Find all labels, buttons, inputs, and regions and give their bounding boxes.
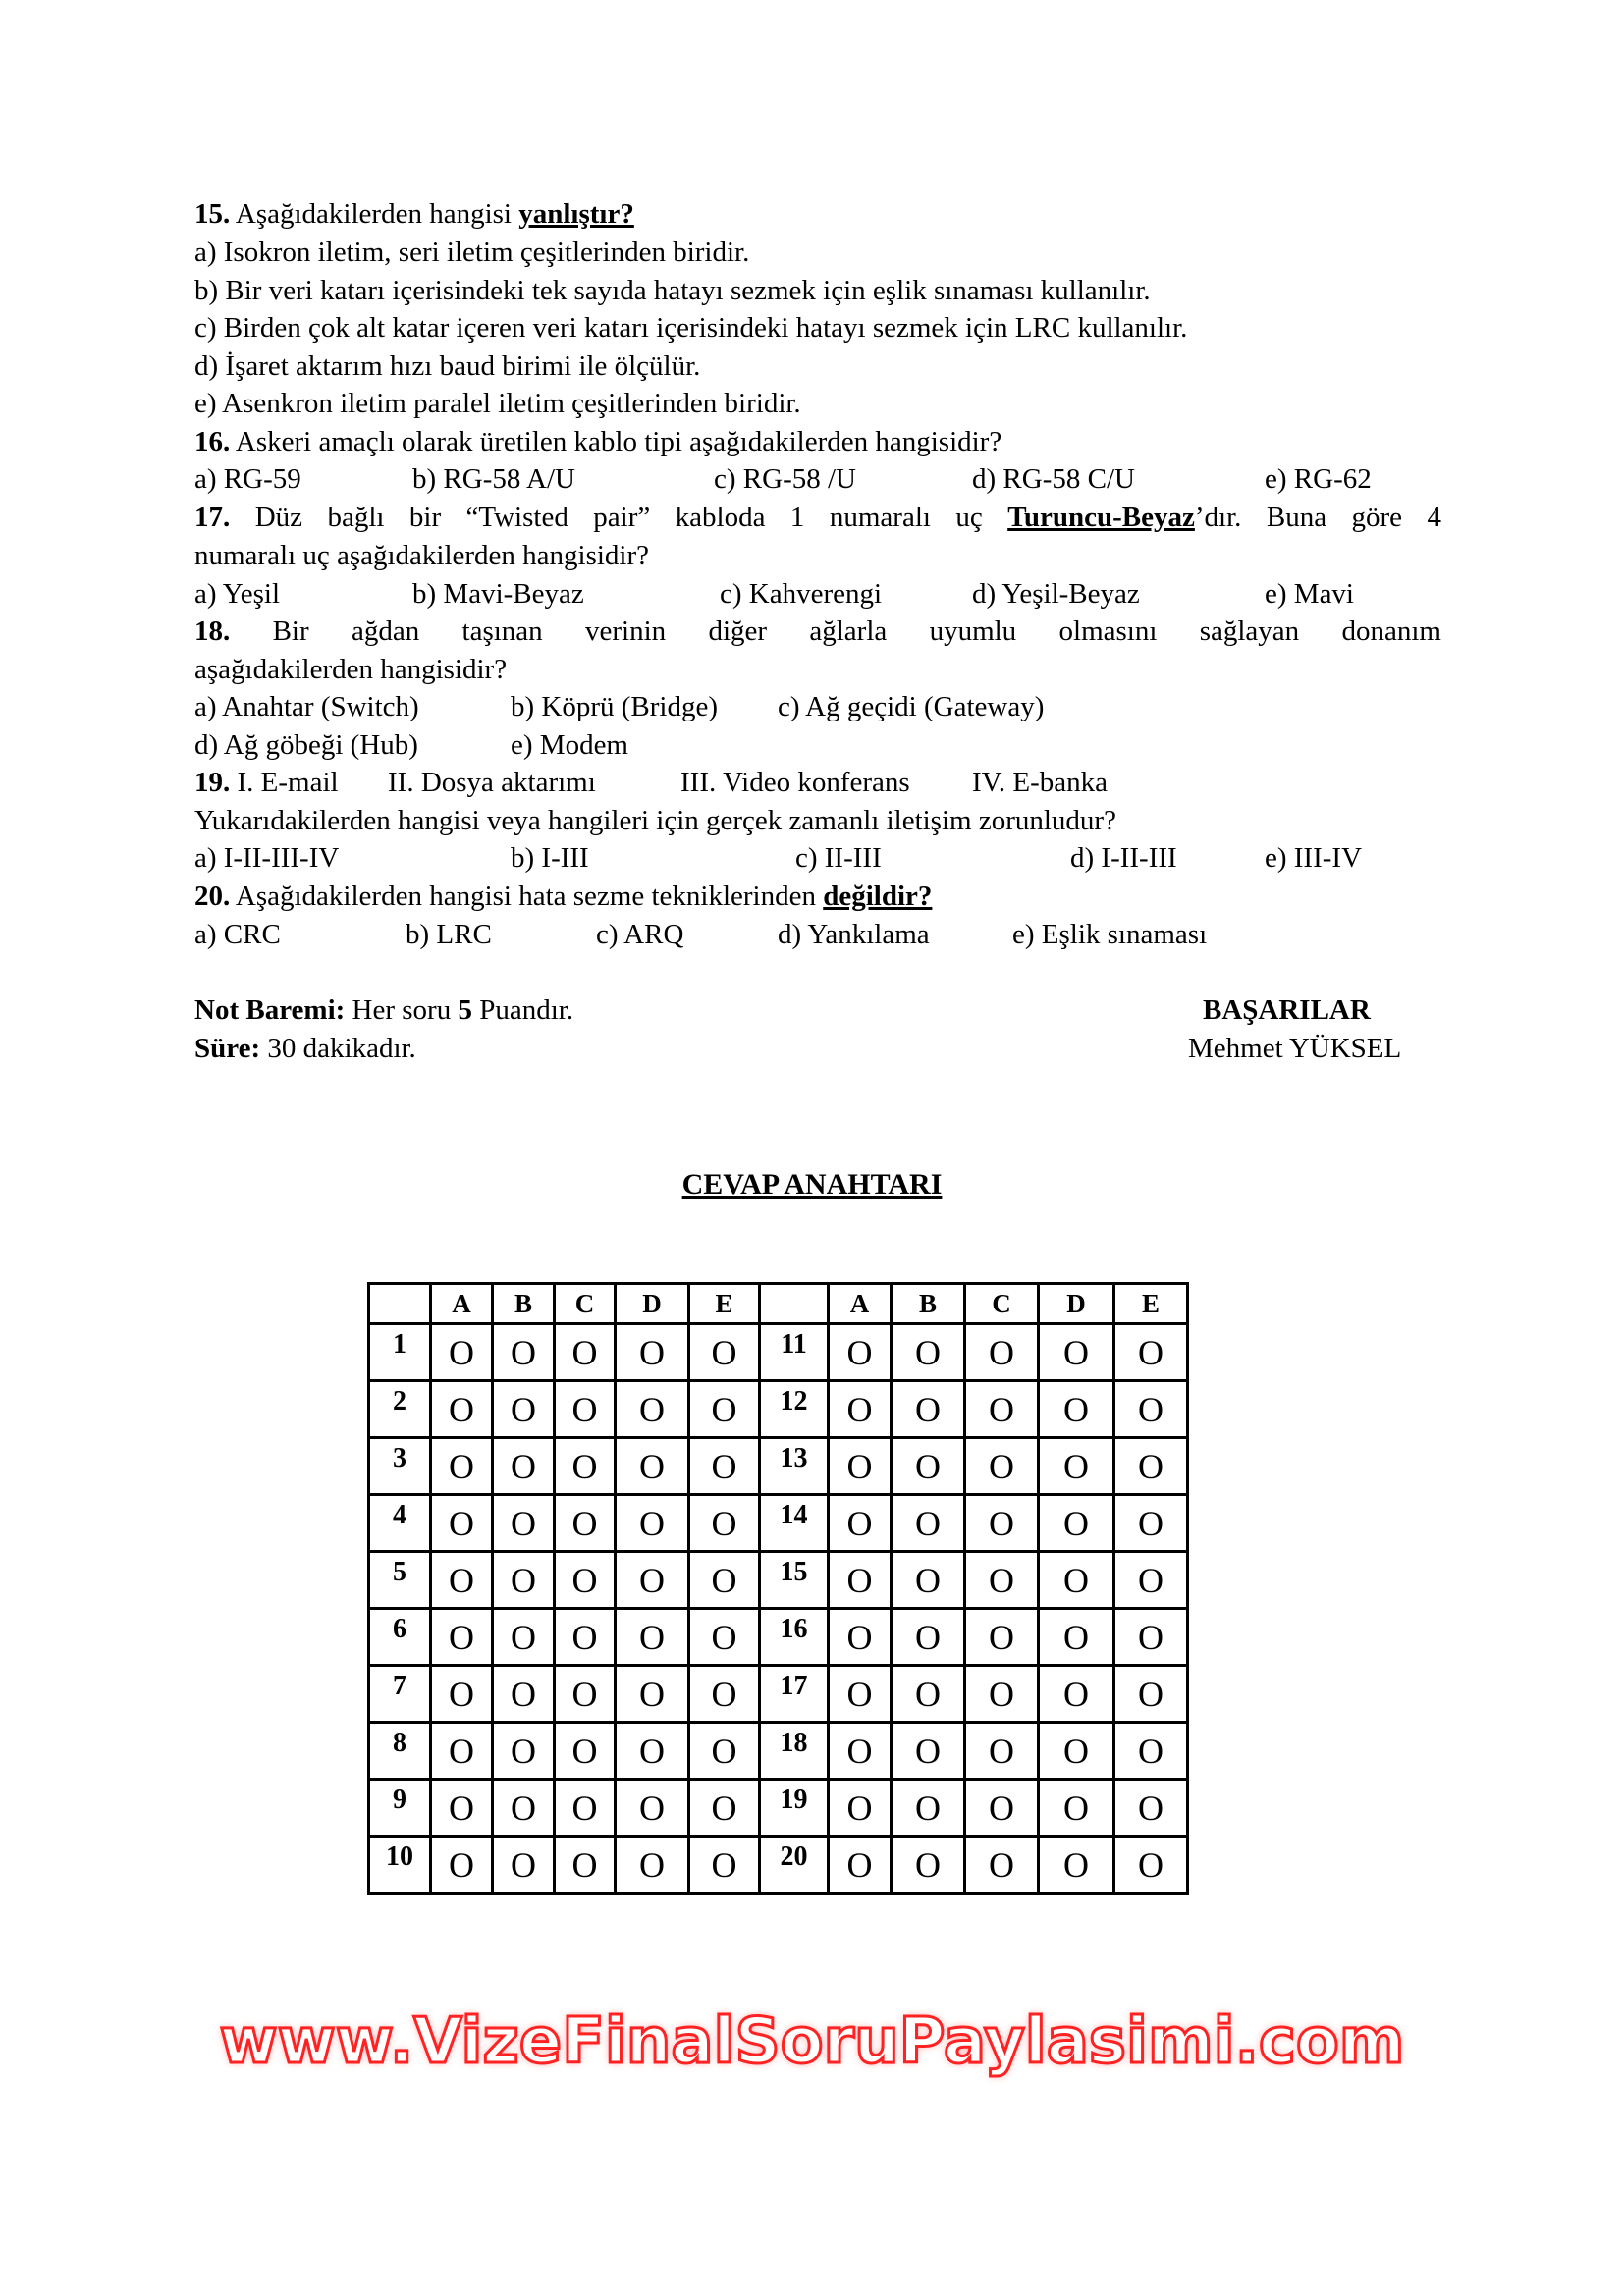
q18-opt-a: a) Anahtar (Switch) (194, 691, 419, 722)
answer-bubble[interactable]: O (965, 1666, 1039, 1723)
answer-bubble[interactable]: O (616, 1666, 689, 1723)
answer-row (369, 1666, 1188, 1723)
answer-bubble[interactable]: O (965, 1837, 1039, 1894)
q15-opt-e: e) Asenkron iletim paralel iletim çeşitlerinden biridir. (194, 388, 801, 419)
answer-bubble[interactable]: O (892, 1780, 965, 1837)
column-header: D (1039, 1284, 1114, 1324)
answer-row (369, 1495, 1188, 1552)
q17-opt-a: a) Yeşil (194, 578, 281, 610)
q15-opt-a: a) Isokron iletim, seri iletim çeşitlerinden biridir. (194, 237, 750, 268)
text: 30 dakikadır. (260, 1033, 416, 1064)
column-header: B (892, 1284, 965, 1324)
answer-bubble[interactable]: O (1039, 1495, 1114, 1552)
q15-opt-c: c) Birden çok alt katar içeren veri katarı içerisindeki hatayı sezmek için LRC kullanılır. (194, 312, 1188, 344)
answer-bubble[interactable]: O (431, 1552, 493, 1609)
q-num: 17. (194, 502, 231, 533)
q19-opt-d: d) I-II-III (1070, 842, 1177, 874)
q-text: Düz bağlı bir “Twisted pair” kabloda 1 numaralı uç (230, 502, 1008, 533)
q19-stem: Yukarıdakilerden hangisi veya hangileri için gerçek zamanlı iletişim zorunludur? (194, 805, 1116, 836)
answer-bubble[interactable]: O (1114, 1552, 1188, 1609)
answer-bubble[interactable]: O (1114, 1438, 1188, 1495)
question-number: 20 (760, 1837, 829, 1894)
good-luck: BAŞARILAR (1203, 994, 1371, 1026)
column-header: E (689, 1284, 760, 1324)
question-number: 8 (369, 1723, 431, 1780)
q19-opt-b: b) I-III (511, 842, 589, 874)
answer-bubble[interactable]: O (555, 1609, 616, 1666)
blank-header (369, 1284, 431, 1324)
answer-bubble[interactable]: O (431, 1324, 493, 1381)
q20-stem (194, 879, 1441, 914)
answer-bubble[interactable]: O (892, 1552, 965, 1609)
answer-bubble[interactable]: O (431, 1495, 493, 1552)
answer-bubble[interactable]: O (1114, 1381, 1188, 1438)
answer-bubble[interactable]: O (689, 1495, 760, 1552)
answer-bubble[interactable]: O (431, 1666, 493, 1723)
answer-bubble[interactable]: O (829, 1495, 892, 1552)
q18-opt-d: d) Ağ göbeği (Hub) (194, 729, 418, 761)
answer-bubble[interactable]: O (1039, 1723, 1114, 1780)
answer-bubble[interactable]: O (616, 1780, 689, 1837)
answer-bubble[interactable]: O (829, 1552, 892, 1609)
answer-bubble[interactable]: O (493, 1495, 555, 1552)
duration-note (194, 1031, 1441, 1066)
watermark: www.VizeFinalSoruPaylasimi.com (219, 2005, 1405, 2078)
question-number: 7 (369, 1666, 431, 1723)
question-number: 2 (369, 1381, 431, 1438)
answer-bubble[interactable]: O (892, 1495, 965, 1552)
q16-opt-b: b) RG-58 A/U (412, 463, 575, 495)
q20-opt-c: c) ARQ (596, 919, 684, 950)
answer-bubble[interactable]: O (616, 1495, 689, 1552)
answer-bubble[interactable]: O (493, 1381, 555, 1438)
question-number: 19 (760, 1780, 829, 1837)
answer-bubble[interactable]: O (1114, 1324, 1188, 1381)
column-header: D (616, 1284, 689, 1324)
question-number: 18 (760, 1723, 829, 1780)
answer-bubble[interactable]: O (431, 1609, 493, 1666)
q19-item-4: IV. E-banka (972, 767, 1108, 798)
q-num: 16. (194, 426, 231, 457)
answer-bubble[interactable]: O (892, 1324, 965, 1381)
answer-row (369, 1609, 1188, 1666)
answer-bubble[interactable]: O (829, 1438, 892, 1495)
answer-bubble[interactable]: O (829, 1381, 892, 1438)
q15-opt-d: d) İşaret aktarım hızı baud birimi ile ölçülür. (194, 350, 701, 382)
answer-bubble[interactable]: O (493, 1837, 555, 1894)
question-number: 6 (369, 1609, 431, 1666)
column-header: C (965, 1284, 1039, 1324)
q18-stem-line2: aşağıdakilerden hangisidir? (194, 654, 508, 685)
q17-stem (194, 500, 1441, 535)
answer-bubble[interactable]: O (616, 1552, 689, 1609)
q17-opt-e: e) Mavi (1265, 578, 1354, 610)
answer-bubble[interactable]: O (965, 1438, 1039, 1495)
question-number: 10 (369, 1837, 431, 1894)
answer-bubble[interactable]: O (965, 1324, 1039, 1381)
q-text: Askeri amaçlı olarak üretilen kablo tipi aşağıdakilerden hangisidir? (230, 426, 1002, 457)
q-emph: Turuncu-Beyaz (1007, 502, 1195, 533)
q19-opt-a: a) I-II-III-IV (194, 842, 340, 874)
answer-bubble[interactable]: O (555, 1438, 616, 1495)
question-number: 4 (369, 1495, 431, 1552)
answer-row (369, 1324, 1188, 1381)
q17-opt-c: c) Kahverengi (720, 578, 883, 610)
answer-bubble[interactable]: O (616, 1438, 689, 1495)
column-header: E (1114, 1284, 1188, 1324)
answer-bubble[interactable]: O (555, 1552, 616, 1609)
q20-opt-b: b) LRC (406, 919, 492, 950)
q20-opt-e: e) Eşlik sınaması (1012, 919, 1208, 950)
answer-bubble[interactable]: O (689, 1324, 760, 1381)
q19-item-3: III. Video konferans (680, 767, 910, 798)
question-number: 12 (760, 1381, 829, 1438)
answer-bubble[interactable]: O (689, 1780, 760, 1837)
answer-bubble[interactable]: O (892, 1666, 965, 1723)
q18-opt-b: b) Köprü (Bridge) (511, 691, 719, 722)
author: Mehmet YÜKSEL (1188, 1033, 1402, 1064)
q16-opt-e: e) RG-62 (1265, 463, 1372, 495)
points: 5 (458, 994, 472, 1026)
q16-opt-d: d) RG-58 C/U (972, 463, 1135, 495)
answer-bubble[interactable]: O (829, 1609, 892, 1666)
answer-bubble[interactable]: O (1039, 1324, 1114, 1381)
q-text: Aşağıdakilerden hangisi (230, 198, 519, 230)
answer-bubble[interactable]: O (829, 1723, 892, 1780)
label: Süre: (194, 1033, 261, 1064)
answer-row (369, 1723, 1188, 1780)
q18-opt-e: e) Modem (511, 729, 628, 761)
answer-bubble[interactable]: O (555, 1495, 616, 1552)
answer-bubble[interactable]: O (1039, 1780, 1114, 1837)
q-num: 18. (194, 615, 231, 647)
answer-row (369, 1438, 1188, 1495)
answer-bubble[interactable]: O (493, 1666, 555, 1723)
answer-bubble[interactable]: O (431, 1381, 493, 1438)
q17-stem-line2: numaralı uç aşağıdakilerden hangisidir? (194, 540, 650, 571)
answer-bubble[interactable]: O (1114, 1837, 1188, 1894)
answer-bubble[interactable]: O (689, 1609, 760, 1666)
answer-bubble[interactable]: O (1039, 1438, 1114, 1495)
answer-bubble[interactable]: O (1114, 1495, 1188, 1552)
q19-item-text: I. E-mail (237, 767, 339, 798)
answer-bubble[interactable]: O (616, 1381, 689, 1438)
answer-bubble[interactable]: O (555, 1666, 616, 1723)
answer-bubble[interactable]: O (1039, 1381, 1114, 1438)
label: Not Baremi: (194, 994, 346, 1026)
answer-bubble[interactable]: O (555, 1723, 616, 1780)
q15-opt-b: b) Bir veri katarı içerisindeki tek sayıda hatayı sezmek için eşlik sınaması kullanılır. (194, 275, 1151, 306)
question-number: 14 (760, 1495, 829, 1552)
answer-bubble[interactable]: O (689, 1723, 760, 1780)
q-text: ’dır. Buna göre 4 (1194, 502, 1441, 533)
q-emph: yanlıştır? (518, 198, 634, 230)
answer-bubble[interactable]: O (431, 1780, 493, 1837)
answer-bubble[interactable]: O (493, 1438, 555, 1495)
q-emph: değildir? (823, 881, 933, 912)
q-num: 19. (194, 767, 231, 798)
answer-bubble[interactable]: O (689, 1438, 760, 1495)
answer-key-title: CEVAP ANAHTARI (681, 1168, 943, 1201)
answer-bubble[interactable]: O (493, 1552, 555, 1609)
answer-bubble[interactable]: O (555, 1780, 616, 1837)
question-number: 1 (369, 1324, 431, 1381)
question-number: 16 (760, 1609, 829, 1666)
answer-bubble[interactable]: O (1039, 1666, 1114, 1723)
answer-bubble[interactable]: O (965, 1552, 1039, 1609)
column-header: A (431, 1284, 493, 1324)
question-number: 3 (369, 1438, 431, 1495)
answer-bubble[interactable]: O (1039, 1552, 1114, 1609)
answer-row (369, 1780, 1188, 1837)
answer-row (369, 1552, 1188, 1609)
answer-bubble[interactable]: O (555, 1381, 616, 1438)
answer-bubble[interactable]: O (493, 1780, 555, 1837)
answer-bubble[interactable]: O (965, 1723, 1039, 1780)
answer-bubble[interactable]: O (1039, 1837, 1114, 1894)
answer-bubble[interactable]: O (892, 1837, 965, 1894)
answer-bubble[interactable]: O (1114, 1609, 1188, 1666)
answer-bubble[interactable]: O (689, 1837, 760, 1894)
answer-bubble[interactable]: O (493, 1324, 555, 1381)
answer-bubble[interactable]: O (689, 1552, 760, 1609)
answer-bubble[interactable]: O (616, 1609, 689, 1666)
answer-bubble[interactable]: O (431, 1837, 493, 1894)
q19-item-2: II. Dosya aktarımı (388, 767, 596, 798)
q17-opt-d: d) Yeşil-Beyaz (972, 578, 1140, 610)
q-num: 20. (194, 881, 231, 912)
answer-bubble[interactable]: O (1114, 1666, 1188, 1723)
answer-bubble[interactable]: O (689, 1666, 760, 1723)
answer-bubble[interactable]: O (829, 1780, 892, 1837)
answer-bubble[interactable]: O (965, 1381, 1039, 1438)
answer-row (369, 1837, 1188, 1894)
text: Puandır. (471, 994, 574, 1026)
answer-bubble[interactable]: O (892, 1438, 965, 1495)
text: Her soru (345, 994, 459, 1026)
grading-note (194, 992, 1441, 1028)
answer-row (369, 1381, 1188, 1438)
answer-bubble[interactable]: O (555, 1324, 616, 1381)
q20-opt-d: d) Yankılama (778, 919, 930, 950)
column-header: A (829, 1284, 892, 1324)
question-number: 9 (369, 1780, 431, 1837)
answer-bubble[interactable]: O (431, 1438, 493, 1495)
q-num: 15. (194, 198, 231, 230)
answer-bubble[interactable]: O (493, 1609, 555, 1666)
q16-opt-a: a) RG-59 (194, 463, 301, 495)
answer-key-table (367, 1282, 1189, 1895)
answer-bubble[interactable]: O (829, 1324, 892, 1381)
q19-item-1 (194, 765, 339, 800)
answer-bubble[interactable]: O (555, 1837, 616, 1894)
answer-bubble[interactable]: O (689, 1381, 760, 1438)
q15-stem (194, 196, 1441, 232)
q18-opt-c: c) Ağ geçidi (Gateway) (778, 691, 1045, 722)
answer-bubble[interactable]: O (829, 1666, 892, 1723)
question-number: 15 (760, 1552, 829, 1609)
answer-bubble[interactable]: O (892, 1609, 965, 1666)
answer-bubble[interactable]: O (1114, 1723, 1188, 1780)
answer-bubble[interactable]: O (616, 1723, 689, 1780)
answer-bubble[interactable]: O (1039, 1609, 1114, 1666)
answer-bubble[interactable]: O (493, 1723, 555, 1780)
q16-opt-c: c) RG-58 /U (714, 463, 856, 495)
answer-bubble[interactable]: O (892, 1723, 965, 1780)
q18-stem (194, 614, 1441, 649)
answer-bubble[interactable]: O (616, 1837, 689, 1894)
column-header: C (555, 1284, 616, 1324)
answer-bubble[interactable]: O (892, 1381, 965, 1438)
answer-bubble[interactable]: O (965, 1780, 1039, 1837)
blank-header (760, 1284, 829, 1324)
answer-bubble[interactable]: O (829, 1837, 892, 1894)
column-header: B (493, 1284, 555, 1324)
q-text: Aşağıdakilerden hangisi hata sezme tekniklerinden (230, 881, 824, 912)
answer-bubble[interactable]: O (1114, 1780, 1188, 1837)
q16-stem (194, 424, 1441, 459)
answer-key-header (369, 1284, 1188, 1324)
answer-bubble[interactable]: O (965, 1609, 1039, 1666)
q19-opt-c: c) II-III (795, 842, 882, 874)
question-number: 17 (760, 1666, 829, 1723)
q20-opt-a: a) CRC (194, 919, 281, 950)
answer-bubble[interactable]: O (616, 1324, 689, 1381)
question-number: 5 (369, 1552, 431, 1609)
question-number: 13 (760, 1438, 829, 1495)
answer-bubble[interactable]: O (431, 1723, 493, 1780)
answer-bubble[interactable]: O (965, 1495, 1039, 1552)
q17-opt-b: b) Mavi-Beyaz (412, 578, 584, 610)
q-text: Bir ağdan taşınan verinin diğer ağlarla uyumlu olmasını sağlayan donanım (230, 615, 1441, 647)
q19-opt-e: e) III-IV (1265, 842, 1363, 874)
question-number: 11 (760, 1324, 829, 1381)
